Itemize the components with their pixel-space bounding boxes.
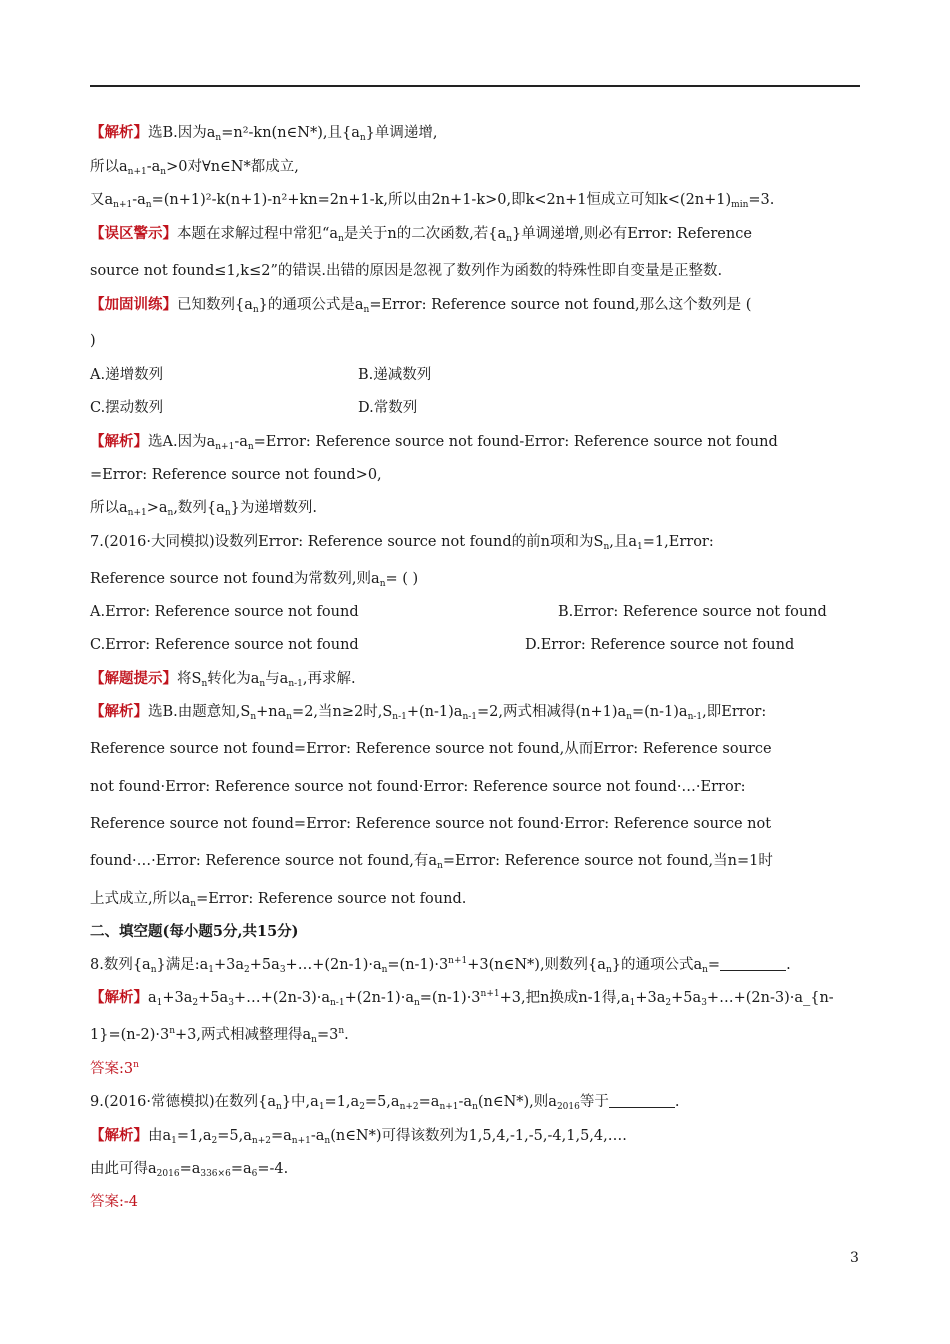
q7-line1 [90, 532, 714, 552]
p1-line2 [90, 157, 299, 177]
page-number: 3 [850, 1250, 859, 1266]
p1-l3-text: 又$a_{n+1}-a_n=(n+1)^2-k(n+1)-n^2+kn=2n+1-k$,所以由2n+1-k>0,即k<2n+1恒成立可知$k<(2n+1)_{min}=3$. [90, 192, 775, 210]
jiagu-option-c: C.摆动数列 [90, 400, 164, 416]
q8-sol-line1 [90, 988, 834, 1008]
header-rule [90, 85, 860, 87]
jiexi-tag: 【解析】 [90, 433, 148, 450]
wuqu-l1-text: 本题在求解过程中常犯“$a_n$是关于n的二次函数,若$\{a_n\}$单调递增,则必有Error: Reference [177, 226, 752, 244]
section2-title: 二、填空题(每小题5分,共15分) [90, 923, 299, 940]
q7-s6-text: 上式成立,所以$a_n=Error$: Reference source not found. [90, 891, 467, 909]
q7-sol-line2 [90, 739, 772, 759]
q9-l1-text: 9.(2016·常德模拟)在数列$\{a_n\}$中$,a_1=1,a_2=5,a_{n+2}=a_{n+1}-a_n(n\in N*)$,则$a_{2016}$等于 [90, 1094, 609, 1112]
q7-l1-text: 7.(2016·大同模拟)设数列Error: Reference source not found的前n项和为$S_n$,且$a_1=1,Error$: [90, 534, 714, 552]
p1-l2-text: 所以$a_{n+1}-a_n>0$对∀n∈N*都成立, [90, 159, 299, 177]
q8-sol-line2 [90, 1025, 349, 1045]
q9-s2-text: 由此可得$a_{2016}=a_{336\times 6}=a_6=-4$. [90, 1161, 289, 1179]
q7-sol-line5 [90, 851, 773, 871]
q9-sol-line1 [90, 1126, 627, 1146]
jiagu-sol-line3 [90, 498, 317, 518]
q7-s2-text: Reference source not found=Error: Reference source not found,从而Error: Reference source [90, 741, 772, 757]
jiagu-sol3-text: 所以$a_{n+1}>a_n$,数列$\{a_n\}$为递增数列. [90, 500, 317, 518]
p1-line3 [90, 190, 774, 210]
q7-sol-line3 [90, 777, 746, 797]
jiexi-tag: 【解析】 [90, 703, 148, 720]
p1-line1 [90, 123, 438, 143]
jiexi-tag: 【解析】 [90, 989, 148, 1006]
q9-s1-text: 由$a_1=1,a_2=5,a_{n+2}=a_{n+1}-a_n(n\in N*)$可得该数列为1,5,4,-1,-5,-4,1,5,4,…. [148, 1128, 627, 1146]
q7-s3-text: not found·Error: Reference source not found·Error: Reference source not found·…·Error: [90, 779, 746, 795]
q7-line2 [90, 569, 418, 589]
q7-sol-line6 [90, 889, 466, 909]
q8-s2-text: $1\}=(n-2)\cdot 3^n+3$,两式相减整理得$a_n=3^n$. [90, 1026, 349, 1045]
jiexi-tag: 【解析】 [90, 124, 148, 141]
q7-option-c: C.Error: Reference source not found [90, 637, 359, 653]
q7-option-a: A.Error: Reference source not found [90, 604, 359, 620]
q9-line1 [90, 1092, 679, 1112]
q7-sol-line4 [90, 814, 771, 834]
jiagu-sol2-text: =Error: Reference source not found>0, [90, 467, 382, 483]
jiagu-option-d: D.常数列 [358, 400, 418, 416]
jiagu-l2-text: ) [90, 333, 96, 349]
tishi-tag: 【解题提示】 [90, 670, 177, 687]
q8-line1 [90, 955, 791, 975]
jiagu-l1-text: 已知数列$\{a_n\}$的通项公式是$a_n=Error$: Reference source not found,那么这个数列是 ( [177, 297, 752, 315]
wuqu-line1 [90, 224, 752, 244]
jiagu-sol1-text: 选A.因为$a_{n+1}-a_n=Error$: Reference source not found-Error: Reference source not found [148, 434, 778, 452]
q9-answer: -4 [123, 1194, 139, 1210]
p1-l1-text: 选B.因为$a_n=n^2-kn(n\in N*)$,且$\{a_n\}$单调递增, [148, 125, 438, 143]
q7-sol-line1 [90, 702, 766, 722]
q7-option-d: D.Error: Reference source not found [525, 637, 795, 653]
jiagu-sol-line1 [90, 432, 778, 452]
q9-l1-end: . [674, 1094, 680, 1110]
q8-s1-text: $a_1+3a_2+5a_3+\dots+(2n-3)\cdot a_{n-1}+(2n-1)\cdot a_n=(n-1)\cdot 3^{n+1}+3$,把n换成n-1得$,a_1+3a_2+5a_3+\dots+(2n-3)\cdot a\_\{n-$ [148, 989, 834, 1008]
q7-s1-text: 选B.由题意知$,S_n+na_n=2$,当n≥2时$,S_{n-1}+(n-1)a_{n-1}=2$,两式相减得$(n+1)a_n=(n-1)a_{n-1}$,即Error: [148, 704, 767, 722]
q8-answer-line [90, 1059, 139, 1079]
jiagu-option-b: B.递减数列 [358, 367, 432, 383]
wuqu-tag: 【误区警示】 [90, 225, 177, 242]
jiexi-tag: 【解析】 [90, 1127, 148, 1144]
answer-label: 答案: [90, 1194, 124, 1210]
wuqu-l2-text: source not found≤1,k≤2”的错误.出错的原因是忽视了数列作为函数的特殊性即自变量是正整数. [90, 263, 723, 279]
q8-answer: 3$^n$ [123, 1060, 139, 1077]
q7-hint-line [90, 669, 356, 689]
q9-sol-line2 [90, 1159, 288, 1179]
q9-answer-blank [609, 1093, 675, 1108]
jiagu-tag: 【加固训练】 [90, 296, 177, 313]
q8-l1-text: 8.数列$\{a_n\}$满足$:a_1+3a_2+5a_3+\dots+(2n-1)\cdot a_n=(n-1)\cdot 3^{n+1}+3(n\in N*)$,则数列$\{a_n\}$的通项公式$a_n=$ [90, 956, 721, 975]
q9-answer-line [90, 1192, 138, 1212]
q8-l1-end: . [786, 957, 791, 973]
answer-label: 答案: [90, 1061, 124, 1077]
jiagu-option-a: A.递增数列 [90, 367, 164, 383]
jiagu-line2 [90, 331, 96, 351]
jiagu-line1 [90, 295, 751, 315]
q8-answer-blank [720, 956, 786, 971]
q7-s5-text: found·…·Error: Reference source not found,有$a_n=Error$: Reference source not found,当n=1时 [90, 853, 773, 871]
jiagu-sol-line2 [90, 465, 382, 485]
q7-l2-text: Reference source not found为常数列,则$a_n=$ ( ) [90, 571, 419, 589]
q7-hint-text: 将$S_n$转化为$a_n$与$a_{n-1}$,再求解. [177, 671, 356, 689]
q7-option-b: B.Error: Reference source not found [558, 604, 827, 620]
wuqu-line2 [90, 261, 722, 281]
q7-s4-text: Reference source not found=Error: Reference source not found·Error: Reference source not [90, 816, 772, 832]
